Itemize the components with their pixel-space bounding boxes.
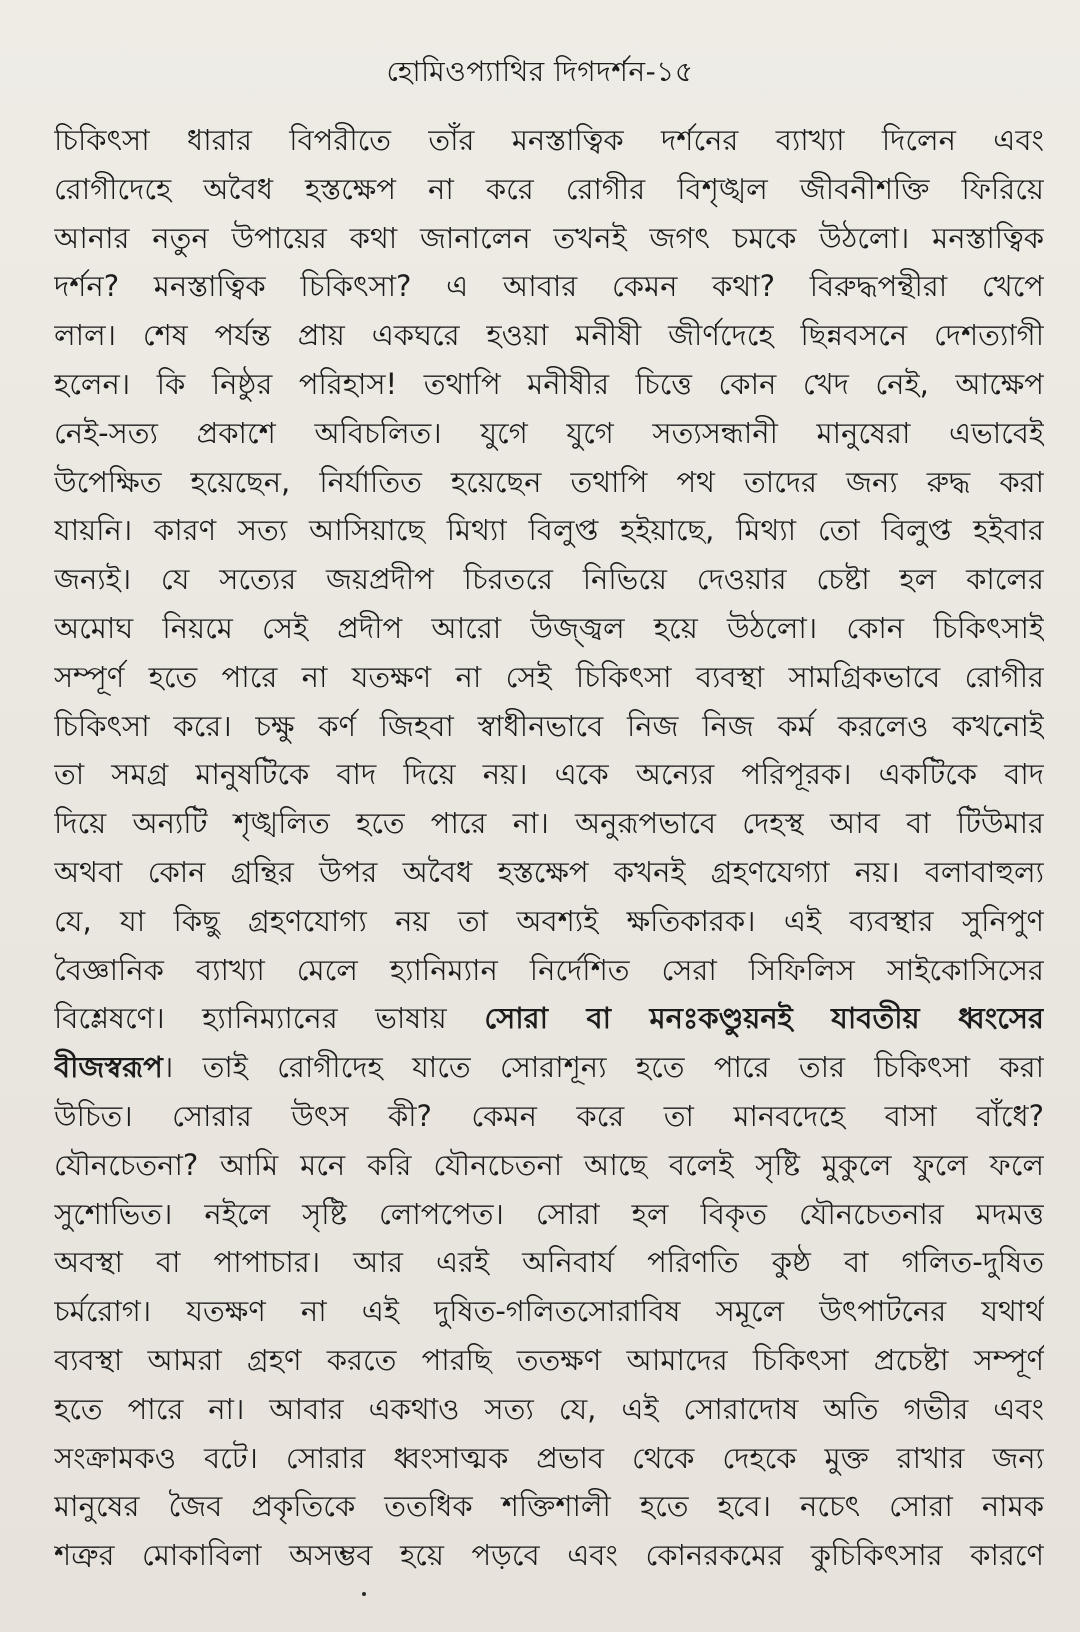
ink-speck (362, 1592, 366, 1596)
text-line: মানুষের জৈব প্রকৃতিকে ততধিক শক্তিশালী হতে হবে। নচেৎ সোরা নামক (54, 1489, 1044, 1524)
text-line: বৈজ্ঞানিক ব্যাখ্যা মেলে হ্যানিম্যান নির্দেশিত সেরা সিফিলিস সাইকোসিসের (54, 952, 1044, 987)
text-line: জন্যই। যে সত্যের জয়প্রদীপ চিরতরে নিভিয়ে দেওয়ার চেষ্টা হল কালের (54, 562, 1044, 597)
text-line: লাল। শেষ পর্যন্ত প্রায় একঘরে হওয়া মনীষী জীর্ণদেহে ছিন্নবসনে দেশত্যাগী (54, 318, 1044, 353)
text-line: হতে পারে না। আবার একথাও সত্য যে, এই সোরাদোষ অতি গভীর এবং (54, 1391, 1044, 1426)
text-line: অবস্থা বা পাপাচার। আর এরই অনিবার্য পরিণতি কুষ্ঠ বা গলিত-দুষিত (54, 1245, 1044, 1280)
text-line: যৌনচেতনা? আমি মনে করি যৌনচেতনা আছে বলেই সৃষ্টি মুকুলে ফুলে ফলে (54, 1147, 1044, 1182)
text-line: সুশোভিত। নইলে সৃষ্টি লোপপেত। সোরা হল বিকৃত যৌনচেতনার মদমত্ত (54, 1196, 1044, 1231)
text-line: অথবা কোন গ্রন্থির উপর অবৈধ হস্তক্ষেপ কখনই গ্রহণযেগ্যা নয়। বলাবাহুল্য (54, 854, 1044, 889)
text-line: যে, যা কিছু গ্রহণযোগ্য নয় তা অবশ্যই ক্ষতিকারক। এই ব্যবস্থার সুনিপুণ (54, 903, 1044, 938)
text-line: আনার নতুন উপায়ের কথা জানালেন তখনই জগৎ চমকে উঠলো। মনস্তাত্বিক (54, 220, 1044, 255)
text-line: তা সমগ্র মানুষটিকে বাদ দিয়ে নয়। একে অন্যের পরিপূরক। একটিকে বাদ (54, 757, 1044, 792)
text-line: শত্রুর মোকাবিলা অসম্ভব হয়ে পড়বে এবং কোনরকমের কুচিকিৎসার কারণে (54, 1538, 1044, 1573)
text-line: রোগীদেহে অবৈধ হস্তক্ষেপ না করে রোগীর বিশৃঙ্খল জীবনীশক্তি ফিরিয়ে (54, 171, 1044, 206)
text-line: ব্যবস্থা আমরা গ্রহণ করতে পারছি ততক্ষণ আমাদের চিকিৎসা প্রচেষ্টা সম্পূর্ণ (54, 1342, 1044, 1377)
text-line: সম্পূর্ণ হতে পারে না যতক্ষণ না সেই চিকিৎসা ব্যবস্থা সামগ্রিকভাবে রোগীর (54, 659, 1044, 694)
text-line: হলেন। কি নিষ্ঠুর পরিহাস! তথাপি মনীষীর চিত্তে কোন খেদ নেই, আক্ষেপ (54, 366, 1044, 401)
text-line: যায়নি। কারণ সত্য আসিয়াছে মিথ্যা বিলুপ্ত হইয়াছে, মিথ্যা তো বিলুপ্ত হইবার (54, 513, 1044, 548)
text-segment: । তাই রোগীদেহ যাতে সোরাশূন্য হতে পারে তার চিকিৎসা করা (162, 1050, 1044, 1085)
text-line: নেই-সত্য প্রকাশে অবিচলিত। যুগে যুগে সত্যসন্ধানী মানুষেরা এভাবেই (54, 415, 1044, 450)
text-line: অমোঘ নিয়মে সেই প্রদীপ আরো উজ্জ্বল হয়ে উঠলো। কোন চিকিৎসাই (54, 610, 1044, 645)
text-line: চিকিৎসা ধারার বিপরীতে তাঁর মনস্তাত্বিক দর্শনের ব্যাখ্যা দিলেন এবং (54, 123, 1044, 157)
text-line: দিয়ে অন্যটি শৃঙ্খলিত হতে পারে না। অনুরূপভাবে দেহস্থ আব বা টিউমার (54, 806, 1044, 841)
body-text (54, 116, 1044, 1580)
text-line-with-emphasis (54, 1043, 1044, 1092)
emphasis-quote: সোরা বা মনঃকণ্ডুয়নই যাবতীয় ধ্বংসের (484, 1001, 1044, 1036)
text-line-with-emphasis (54, 994, 1044, 1043)
text-line: উপেক্ষিত হয়েছেন, নির্যাতিত হয়েছেন তথাপি পথ তাদের জন্য রুদ্ধ করা (54, 464, 1044, 499)
text-line: চর্মরোগ। যতক্ষণ না এই দুষিত-গলিতসোরাবিষ সমূলে উৎপাটনের যথার্থ (54, 1294, 1044, 1329)
emphasis-quote-end: বীজস্বরূপ (54, 1050, 163, 1085)
running-header: হোমিওপ্যাথির দিগদর্শন-১৫ (386, 55, 694, 88)
text-line: সংক্রামকও বটে। সোরার ধ্বংসাত্মক প্রভাব থেকে দেহকে মুক্ত রাখার জন্য (54, 1440, 1044, 1475)
text-line: দর্শন? মনস্তাত্বিক চিকিৎসা? এ আবার কেমন কথা? বিরুদ্ধপন্থীরা খেপে (54, 269, 1044, 304)
text-line: চিকিৎসা করে। চক্ষু কর্ণ জিহবা স্বাধীনভাবে নিজ নিজ কর্ম করলেও কখনোই (54, 708, 1044, 743)
text-segment: বিশ্লেষণে। হ্যানিম্যানের ভাষায় (54, 1001, 485, 1036)
text-line: উচিত। সোরার উৎস কী? কেমন করে তা মানবদেহে বাসা বাঁধে? (54, 1098, 1044, 1133)
